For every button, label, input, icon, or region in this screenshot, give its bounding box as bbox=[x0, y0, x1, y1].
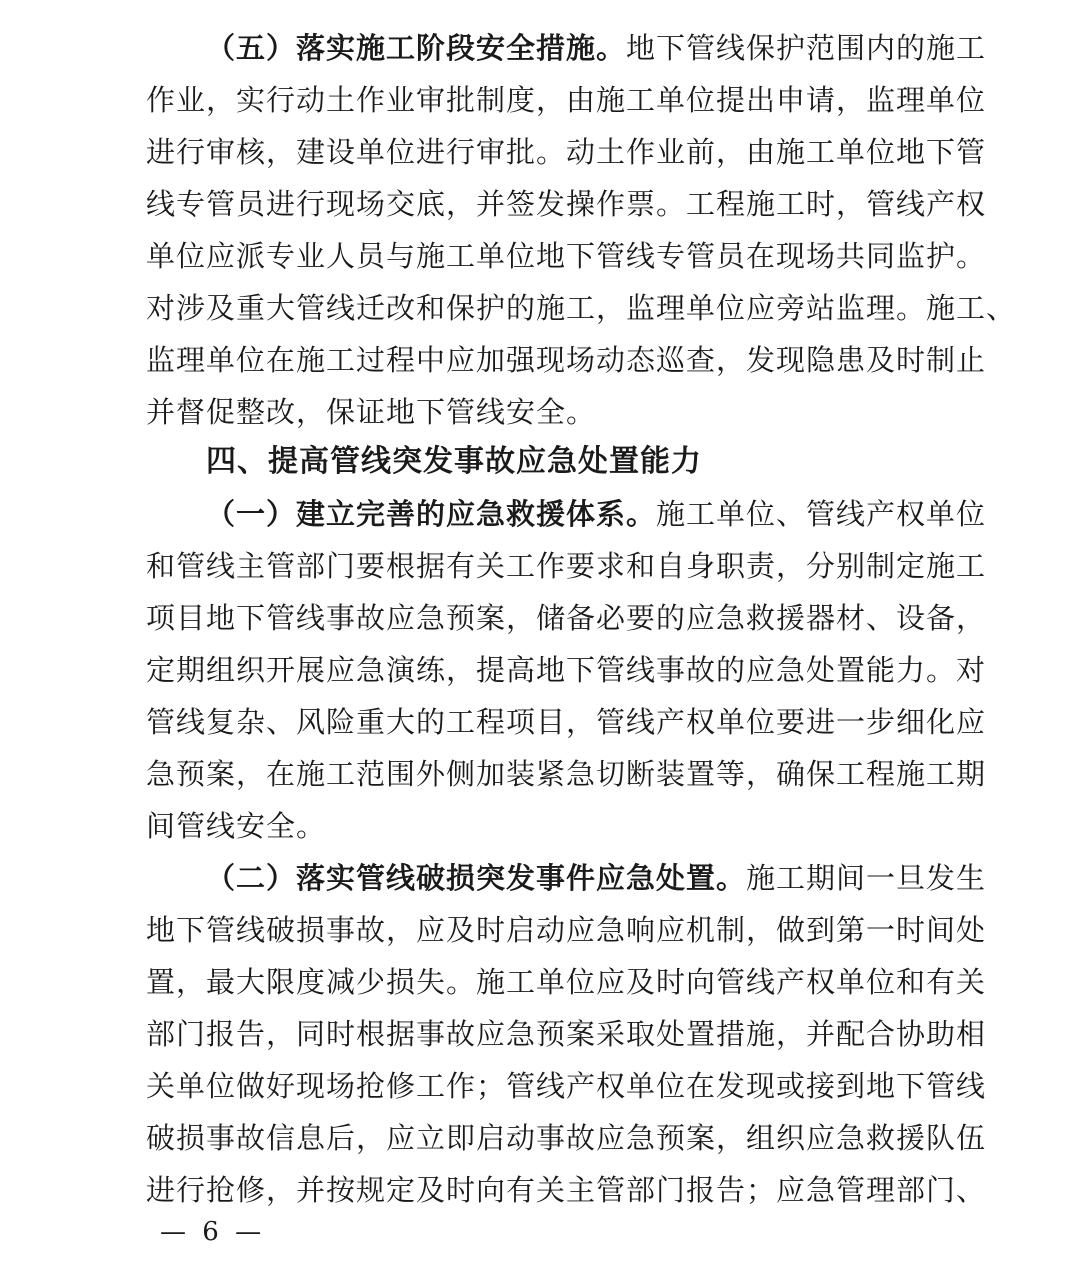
paragraph-line: 急预案，在施工范围外侧加装紧急切断装置等，确保工程施工期 bbox=[146, 757, 987, 791]
paragraph-line: 进行抢修，并按规定及时向有关主管部门报告；应急管理部门、 bbox=[146, 1173, 987, 1207]
paragraph-line: 单位应派专业人员与施工单位地下管线专管员在现场共同监护。 bbox=[146, 239, 987, 273]
paragraph-line: 管线复杂、风险重大的工程项目，管线产权单位要进一步细化应 bbox=[146, 705, 987, 739]
paragraph-line: 置，最大限度减少损失。施工单位应及时向管线产权单位和有关 bbox=[146, 965, 987, 999]
paragraph-line: 并督促整改，保证地下管线安全。 bbox=[146, 395, 597, 429]
paragraph-line: 定期组织开展应急演练，提高地下管线事故的应急处置能力。对 bbox=[146, 653, 987, 687]
paragraph-line: 线专管员进行现场交底，并签发操作票。工程施工时，管线产权 bbox=[146, 187, 987, 221]
paragraph-line: 监理单位在施工过程中应加强现场动态巡查，发现隐患及时制止 bbox=[146, 343, 987, 377]
item-text: 地下管线保护范围内的施工 bbox=[626, 31, 987, 65]
paragraph-line bbox=[206, 22, 987, 74]
item-text: 施工单位、管线产权单位 bbox=[656, 497, 987, 531]
item-heading: （五）落实施工阶段安全措施。 bbox=[206, 31, 627, 65]
paragraph-line bbox=[206, 488, 987, 540]
paragraph-line: 和管线主管部门要根据有关工作要求和自身职责，分别制定施工 bbox=[146, 549, 987, 583]
paragraph-line: 间管线安全。 bbox=[146, 809, 327, 843]
item-heading: （二）落实管线破损突发事件应急处置。 bbox=[206, 861, 747, 895]
paragraph-line: 部门报告，同时根据事故应急预案采取处置措施，并配合协助相 bbox=[146, 1017, 987, 1051]
item-text: 施工期间一旦发生 bbox=[746, 861, 987, 895]
paragraph-line: 破损事故信息后，应立即启动事故应急预案，组织应急救援队伍 bbox=[146, 1121, 987, 1155]
paragraph-line: 作业，实行动土作业审批制度，由施工单位提出申请，监理单位 bbox=[146, 83, 987, 117]
paragraph-line: 项目地下管线事故应急预案，储备必要的应急救援器材、设备， bbox=[146, 601, 987, 635]
item-heading: （一）建立完善的应急救援体系。 bbox=[206, 497, 657, 531]
paragraph-line: 进行审核，建设单位进行审批。动土作业前，由施工单位地下管 bbox=[146, 135, 987, 169]
section-heading: 四、提高管线突发事故应急处置能力 bbox=[206, 444, 702, 479]
paragraph-line: 关单位做好现场抢修工作；管线产权单位在发现或接到地下管线 bbox=[146, 1069, 987, 1103]
paragraph-line bbox=[206, 852, 987, 904]
page-number: — 6 — bbox=[160, 1217, 266, 1247]
paragraph-line: 地下管线破损事故，应及时启动应急响应机制，做到第一时间处 bbox=[146, 913, 987, 947]
paragraph-line: 对涉及重大管线迁改和保护的施工，监理单位应旁站监理。施工、 bbox=[146, 291, 1017, 325]
